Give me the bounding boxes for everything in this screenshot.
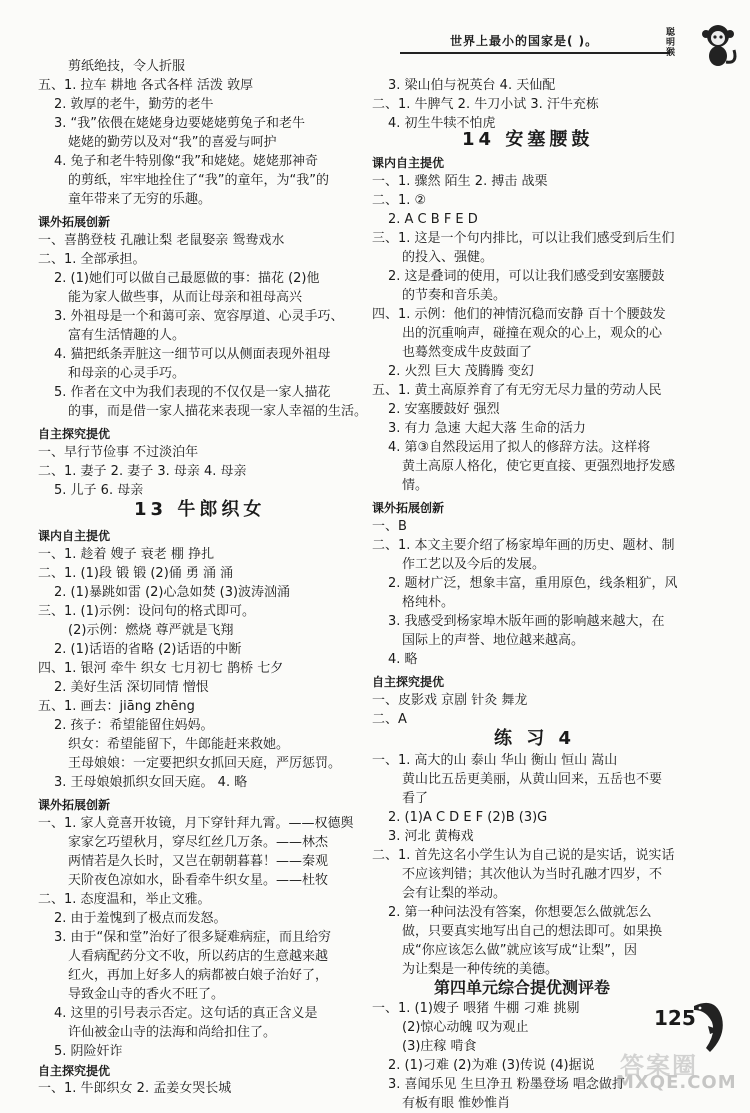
left-line: 5. 儿子 6. 母亲 [54,483,144,498]
right-line: (2)惊心动魄 叹为观止 [402,1020,529,1035]
left-line: 二、1. 态度温和，举止文雅。 [38,892,211,907]
right-line: 2. 火烈 巨大 茂腾腾 变幻 [388,364,534,379]
right-line: 一、1. 骤然 陌生 2. 搏击 战栗 [372,174,548,189]
left-line: 二、1. 妻子 2. 妻子 3. 母亲 4. 母亲 [38,464,247,479]
left-line: 家家乞巧望秋月，穿尽红丝几万条。——林杰 [68,835,329,850]
left-line: 自主探究提优 [38,427,111,441]
right-line: 14 安塞腰鼓 [462,129,594,150]
right-line: 黄土高原人格化，使它更直接、更强烈地抒发感 [402,459,676,474]
right-line: 二、A [372,712,407,727]
right-line: 看了 [402,791,429,806]
left-line: 五、1. 拉车 耕地 各式各样 活泼 敦厚 [38,78,254,93]
right-line: 3. 有力 急速 大起大落 生命的活力 [388,421,586,436]
right-line: 不应该判错；其次他认为当时孔融才四岁，不 [402,867,663,882]
left-line: 二、1. (1)段 锻 锻 (2)俑 勇 涌 涌 [38,566,234,581]
left-line: 红火，再加上好多人的病都被白娘子治好了， [68,968,329,983]
left-line: 5. 作者在文中为我们表现的不仅仅是一家人描花 [54,385,331,400]
left-line: 一、早行节俭事 不过淡泊年 [38,445,199,460]
left-line: 2. 孩子：希望能留住妈妈。 [54,718,214,733]
left-line: 许仙被金山寺的法海和尚给扣住了。 [68,1025,277,1040]
left-line: 自主探究提优 [38,1064,111,1078]
page-header [400,20,740,72]
right-line: 也蓦然变成牛皮鼓面了 [402,345,533,360]
left-line: 的剪纸，牢牢地拴住了“我”的童年，为“我”的 [68,173,329,188]
left-line: 织女：希望能留下，牛郎能赶来救她。 [68,737,290,752]
right-line: 3. 河北 黄梅戏 [388,829,474,844]
right-line: 一、1. (1)嫂子 喂猪 牛棚 刁难 挑剔 [372,1001,580,1016]
right-line: 做，只要真实地写出自己的想法即可。如果换 [402,924,663,939]
left-line: 三、1. (1)示例：设问句的格式即可。 [38,604,255,619]
left-line: 的事，而是借一家人描花来表现一家人幸福的生活。 [68,404,368,419]
left-line: 2. (1)暴跳如雷 (2)心急如焚 (3)波涛汹涌 [54,585,291,600]
right-line: 4. 第③自然段运用了拟人的修辞方法。这样将 [388,440,651,455]
left-line: 4. 兔子和老牛特别像“我”和姥姥。姥姥那神奇 [54,154,319,169]
left-line: 3. 由于“保和堂”治好了很多疑难病症，而且给穷 [54,930,332,945]
left-line: 二、1. 全部承担。 [38,252,146,267]
left-line: (2)示例：燃烧 尊严就是飞翔 [68,623,234,638]
left-line: 一、喜鹊登枝 孔融让梨 老鼠娶亲 鸳鸯戏水 [38,233,285,248]
right-line: 2. 安塞腰鼓好 强烈 [388,402,500,417]
right-line: 会有让梨的举动。 [402,886,507,901]
header-rule [400,52,670,54]
left-line: 五、1. 画去：jiāng zhēng [38,699,195,714]
right-line: 2. (1)刁难 (2)为难 (3)传说 (4)据说 [388,1058,595,1073]
right-line: 的节奏和音乐美。 [402,288,507,303]
right-line: 练 习 4 [494,728,576,749]
right-line: 二、1. 牛脾气 2. 牛刀小试 3. 汗牛充栋 [372,97,599,112]
right-line: 自主探究提优 [372,675,445,689]
right-line: 作工艺以及今后的发展。 [402,557,546,572]
right-line: 出的沉重响声，碰撞在观众的心上，观众的心 [402,326,663,341]
right-line: 4. 初生牛犊不怕虎 [388,116,496,131]
left-line: 课内自主提优 [38,529,111,543]
right-line: 格纯朴。 [402,595,455,610]
header-question: 世界上最小的国家是( )。 [450,34,599,48]
watermark [598,1046,748,1096]
right-line: 2. (1)A C D E F (2)B (3)G [388,810,548,825]
right-line: 三、1. 这是一个句内排比，可以让我们感受到后生们 [372,231,675,246]
watermark-url: MXQE.COM [616,1072,737,1093]
left-line: 4. 猫把纸条弄脏这一细节可以从侧面表现外祖母 [54,347,331,362]
left-line: 课外拓展创新 [38,215,111,229]
left-line: 3. “我”依偎在姥姥身边要姥姥剪兔子和老牛 [54,116,306,131]
right-line: 为让梨是一种传统的美德。 [402,962,559,977]
right-line: 2. A C B F E D [388,212,478,227]
left-line: 一、1. 牛郎织女 2. 孟姜女哭长城 [38,1081,232,1096]
right-line: 2. 这是叠词的使用，可以让我们感受到安塞腰鼓 [388,269,665,284]
right-line: 2. 题材广泛，想象丰富，重用原色，线条粗犷，风 [388,576,678,591]
left-line: 2. 美好生活 深切同情 憎恨 [54,680,209,695]
right-line: 一、1. 高大的山 泰山 华山 衡山 恒山 嵩山 [372,753,618,768]
left-line: 姥姥的勤劳以及对“我”的喜爱与呵护 [68,135,277,150]
mascot-tag: 聪明猴 [666,28,676,58]
monkey-mascot-icon [688,20,740,72]
left-line: 一、1. 趁着 嫂子 衰老 棚 挣扎 [38,547,215,562]
left-line: 2. 敦厚的老牛，勤劳的老牛 [54,97,214,112]
right-line: 五、1. 黄土高原养育了有无穷无尽力量的劳动人民 [372,383,662,398]
right-line: 二、1. 首先这名小学生认为自己说的是实话，说实话 [372,848,675,863]
right-line: 课内自主提优 [372,156,445,170]
left-line: 导致金山寺的香火不旺了。 [68,987,225,1002]
right-line: 黄山比五岳更美丽，从黄山回来，五岳也不要 [402,772,663,787]
page-number: 125 [654,1006,696,1030]
right-line: (3)庄稼 啃食 [402,1039,477,1054]
right-line: 情。 [402,478,429,493]
right-line: 成“你应该怎么做”就应该写成“让梨”，因 [402,943,637,958]
left-line: 富有生活情趣的人。 [68,328,186,343]
right-line: 2. 第一种问法没有答案，你想要怎么做就怎么 [388,905,652,920]
left-line: 课外拓展创新 [38,798,111,812]
left-line: 王母娘娘：一定要把织女抓回天庭，严厉惩罚。 [68,756,342,771]
left-line: 4. 这里的引号表示否定。这句话的真正含义是 [54,1006,318,1021]
left-line: 两情若是久长时，又岂在朝朝暮暮！——秦观 [68,854,329,869]
right-line: 四、1. 示例：他们的神情沉稳而安静 百十个腰鼓发 [372,307,666,322]
right-line: 3. 梁山伯与祝英台 4. 天仙配 [388,78,556,93]
left-line: 2. 由于羞愧到了极点而发怒。 [54,911,227,926]
left-line: 5. 阴险奸诈 [54,1044,123,1059]
right-line: 的投入、强健。 [402,250,494,265]
left-line: 2. (1)话语的省略 (2)话语的中断 [54,642,242,657]
left-line: 童年带来了无穷的乐趣。 [68,192,212,207]
right-line: 一、皮影戏 京剧 针灸 舞龙 [372,693,528,708]
right-line: 4. 略 [388,652,418,667]
left-line: 3. 外祖母是一个和蔼可亲、宽容厚道、心灵手巧、 [54,309,344,324]
left-line: 一、1. 家人竟喜开妆镜，月下穿针拜九霄。——权德舆 [38,816,354,831]
left-line: 2. (1)她们可以做自己最愿做的事：描花 (2)他 [54,271,320,286]
left-line: 天阶夜色凉如水，卧看牵牛织女星。——杜牧 [68,873,329,888]
right-line: 3. 喜闻乐见 生旦净丑 粉墨登场 唱念做打 [388,1077,625,1092]
right-line: 课外拓展创新 [372,501,445,515]
right-line: 有板有眼 惟妙惟肖 [402,1096,511,1111]
left-line: 能为家人做些事，从而让母亲和祖母高兴 [68,290,303,305]
left-line: 13 牛郎织女 [134,499,266,520]
left-line: 3. 王母娘娘抓织女回天庭。 4. 略 [54,775,248,790]
right-line: 一、B [372,519,407,534]
left-line: 四、1. 银河 牵牛 织女 七月初七 鹊桥 七夕 [38,661,284,676]
left-line: 人看病配药分文不收，所以药店的生意越来越 [68,949,329,964]
right-line: 二、1. ② [372,193,427,208]
left-line: 剪纸绝技，令人折服 [68,59,186,74]
left-line: 和母亲的心灵手巧。 [68,366,186,381]
right-line: 二、1. 本文主要介绍了杨家埠年画的历史、题材、制 [372,538,675,553]
right-line: 第四单元综合提优测评卷 [434,978,611,997]
right-line: 国际上的声誉、地位越来越高。 [402,633,585,648]
watermark-cn: 答案圈 [620,1052,698,1080]
right-line: 3. 我感受到杨家埠木版年画的影响越来越大，在 [388,614,665,629]
